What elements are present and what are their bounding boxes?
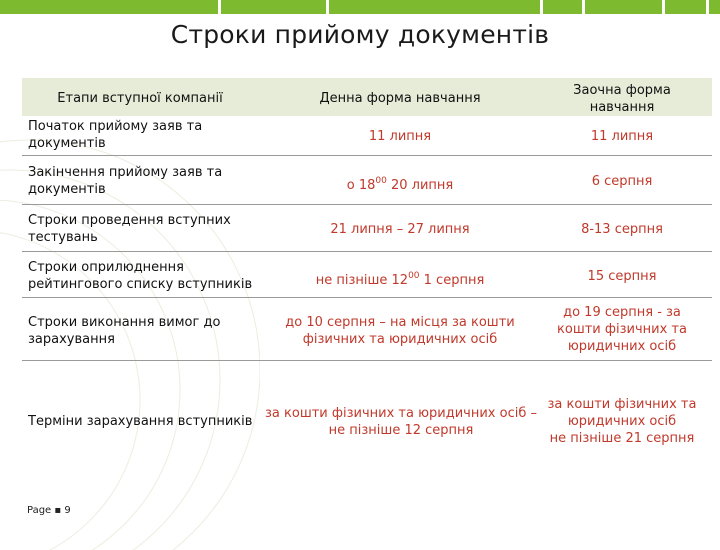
row-1-daytime: 11 липня bbox=[368, 129, 432, 144]
row-divider bbox=[22, 251, 712, 252]
page-title: Строки прийому документів bbox=[170, 20, 550, 49]
row-5-daytime: до 10 серпня – на місця за кошти фізичних та юридичних осіб bbox=[285, 315, 515, 347]
row-divider bbox=[22, 204, 712, 205]
row-6-daytime: за кошти фізичних та юридичних осіб – не пізніше 12 серпня bbox=[265, 406, 537, 438]
row-4-daytime: не пізніше $12^{00}$ 1 серпня bbox=[315, 271, 485, 288]
row-6-extramural: за кошти фізичних та юридичних осіб не пізніше 21 серпня bbox=[547, 397, 697, 446]
header-daytime: Денна форма навчання bbox=[319, 91, 481, 106]
page-number: Page ▪ 9 bbox=[27, 505, 71, 516]
row-divider bbox=[22, 360, 712, 361]
row-2-daytime: о $18^{00}$ 20 липня bbox=[346, 176, 454, 193]
row-2-stage: Закінчення прийому заяв та документів bbox=[28, 165, 223, 197]
row-5-extramural: до 19 серпня - за кошти фізичних та юридичних осіб bbox=[557, 305, 687, 354]
row-divider bbox=[22, 155, 712, 156]
row-2-extramural: 6 серпня bbox=[591, 174, 653, 189]
row-1-stage: Початок прийому заяв та документів bbox=[28, 119, 203, 151]
row-3-daytime: 21 липня – 27 липня bbox=[330, 222, 470, 237]
row-4-stage: Строки оприлюднення рейтингового списку вступників bbox=[28, 260, 253, 292]
header-extramural: Заочна форма навчання bbox=[573, 83, 671, 115]
top-accent-bar bbox=[0, 0, 720, 14]
row-4-extramural: 15 серпня bbox=[587, 269, 657, 284]
row-3-stage: Строки проведення вступних тестувань bbox=[28, 213, 231, 245]
header-stages: Етапи вступної компанії bbox=[57, 91, 223, 106]
row-1-extramural: 11 липня bbox=[590, 129, 654, 144]
row-6-stage: Терміни зарахування вступників bbox=[28, 414, 253, 429]
row-5-stage: Строки виконання вимог до зарахування bbox=[28, 315, 221, 347]
row-divider bbox=[22, 297, 712, 298]
row-3-extramural: 8-13 серпня bbox=[581, 222, 663, 237]
